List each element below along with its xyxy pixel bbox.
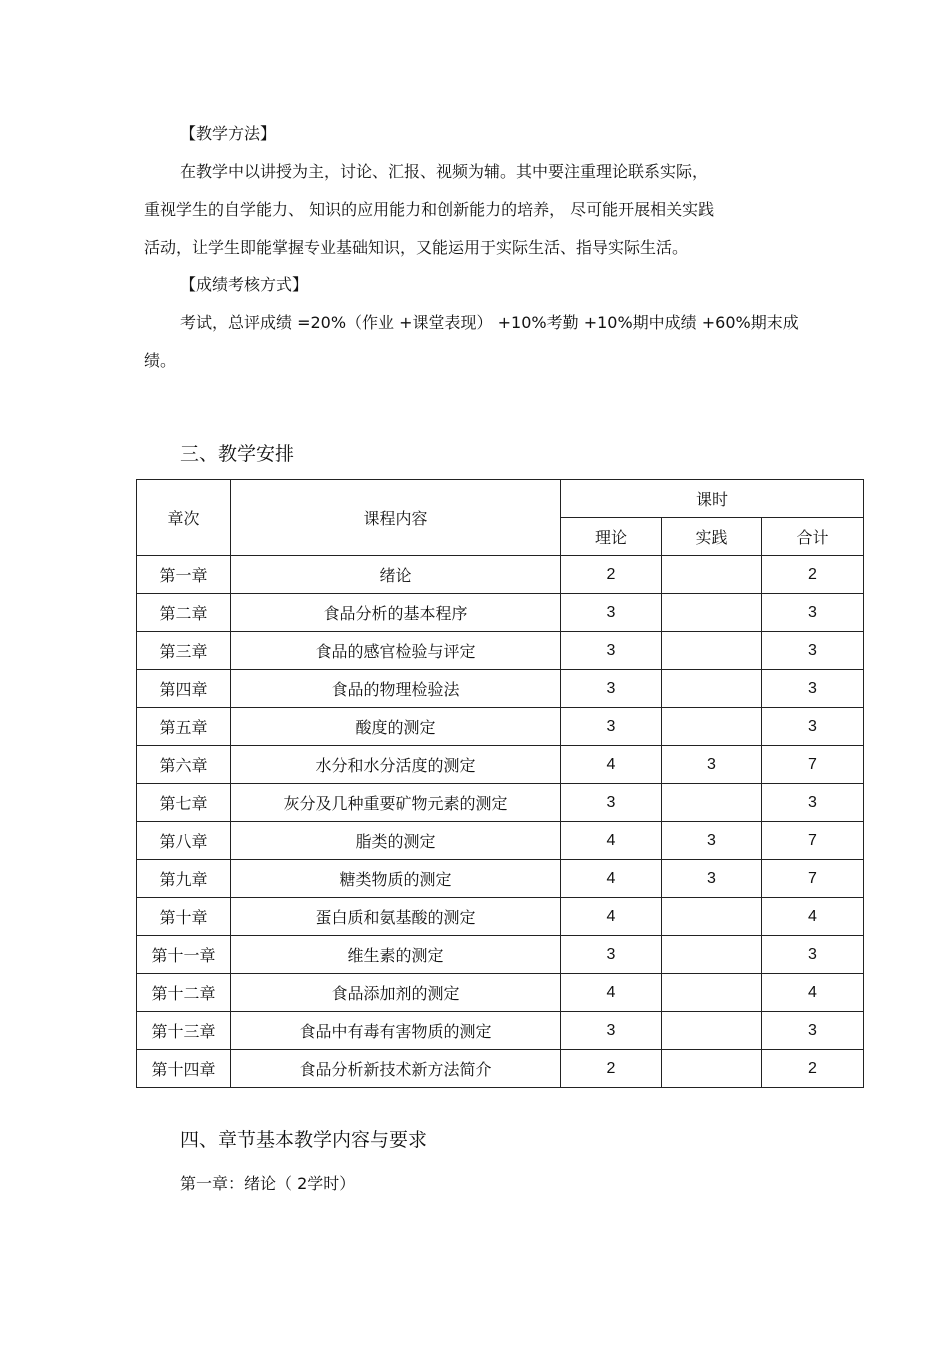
methods-paragraph-line-1: 在教学中以讲授为主，讨论、汇报、视频为辅。其中要注重理论联系实际， [180,162,709,181]
practice-hours-cell [662,1012,762,1050]
total-hours-cell: 3 [762,594,864,632]
chapter-1-subheading: 第一章：绪论（ 2学时） [180,1174,356,1193]
content-cell: 酸度的测定 [231,708,561,746]
theory-hours-cell: 2 [561,556,662,594]
practice-hours-cell [662,974,762,1012]
chapter-cell: 第七章 [137,784,231,822]
section-4-heading: 四、章节基本教学内容与要求 [180,1129,428,1151]
header-total: 合计 [762,518,864,556]
table-row [137,784,864,822]
theory-hours-cell: 3 [561,594,662,632]
table-row [137,936,864,974]
practice-hours-cell [662,670,762,708]
chapter-cell: 第八章 [137,822,231,860]
practice-hours-cell [662,1050,762,1088]
assessment-paragraph-line-2: 绩。 [144,351,177,370]
table-row [137,974,864,1012]
content-cell: 食品的感官检验与评定 [231,632,561,670]
section-3-heading: 三、教学安排 [180,443,295,465]
chapter-cell: 第十二章 [137,974,231,1012]
practice-hours-cell: 3 [662,822,762,860]
table-row [137,1050,864,1088]
content-cell: 脂类的测定 [231,822,561,860]
total-hours-cell: 7 [762,822,864,860]
theory-hours-cell: 3 [561,936,662,974]
content-cell: 水分和水分活度的测定 [231,746,561,784]
header-practice: 实践 [662,518,762,556]
theory-hours-cell: 3 [561,670,662,708]
header-content: 课程内容 [231,480,561,556]
total-hours-cell: 4 [762,974,864,1012]
content-cell: 食品分析的基本程序 [231,594,561,632]
table-row [137,708,864,746]
total-hours-cell: 2 [762,1050,864,1088]
total-hours-cell: 7 [762,860,864,898]
theory-hours-cell: 4 [561,822,662,860]
theory-hours-cell: 4 [561,860,662,898]
header-hours: 课时 [561,480,864,518]
chapter-cell: 第四章 [137,670,231,708]
theory-hours-cell: 2 [561,1050,662,1088]
chapter-cell: 第十章 [137,898,231,936]
content-cell: 蛋白质和氨基酸的测定 [231,898,561,936]
header-chapter: 章次 [137,480,231,556]
assessment-paragraph-line-1: 考试，总评成绩 =20%（作业 +课堂表现） +10%考勤 +10%期中成绩 +60%期末成 [180,313,799,332]
table-row [137,556,864,594]
practice-hours-cell [662,708,762,746]
table-row [137,632,864,670]
chapter-cell: 第三章 [137,632,231,670]
theory-hours-cell: 4 [561,746,662,784]
methods-title: 【教学方法】 [180,124,277,143]
content-cell: 糖类物质的测定 [231,860,561,898]
total-hours-cell: 3 [762,936,864,974]
table-row [137,746,864,784]
table-row [137,670,864,708]
practice-hours-cell [662,594,762,632]
chapter-cell: 第五章 [137,708,231,746]
chapter-cell: 第六章 [137,746,231,784]
theory-hours-cell: 3 [561,1012,662,1050]
practice-hours-cell: 3 [662,860,762,898]
total-hours-cell: 3 [762,1012,864,1050]
practice-hours-cell [662,556,762,594]
practice-hours-cell [662,784,762,822]
theory-hours-cell: 3 [561,708,662,746]
total-hours-cell: 3 [762,708,864,746]
total-hours-cell: 4 [762,898,864,936]
chapter-cell: 第二章 [137,594,231,632]
practice-hours-cell [662,936,762,974]
table-body [137,556,864,1088]
content-cell: 食品中有毒有害物质的测定 [231,1012,561,1050]
header-theory: 理论 [561,518,662,556]
total-hours-cell: 7 [762,746,864,784]
practice-hours-cell: 3 [662,746,762,784]
content-cell: 食品的物理检验法 [231,670,561,708]
teaching-schedule-table [136,479,864,1088]
assessment-title: 【成绩考核方式】 [180,275,309,294]
theory-hours-cell: 3 [561,632,662,670]
content-cell: 绪论 [231,556,561,594]
methods-paragraph-line-3: 活动，让学生即能掌握专业基础知识，又能运用于实际生活、指导实际生活。 [144,238,689,257]
practice-hours-cell [662,632,762,670]
table-row [137,594,864,632]
content-cell: 食品分析新技术新方法简介 [231,1050,561,1088]
total-hours-cell: 2 [762,556,864,594]
table-row [137,860,864,898]
chapter-cell: 第十一章 [137,936,231,974]
table-row [137,1012,864,1050]
content-cell: 食品添加剂的测定 [231,974,561,1012]
theory-hours-cell: 3 [561,784,662,822]
table-row [137,822,864,860]
chapter-cell: 第一章 [137,556,231,594]
total-hours-cell: 3 [762,784,864,822]
total-hours-cell: 3 [762,670,864,708]
practice-hours-cell [662,898,762,936]
chapter-cell: 第九章 [137,860,231,898]
chapter-cell: 第十四章 [137,1050,231,1088]
methods-paragraph-line-2: 重视学生的自学能力、 知识的应用能力和创新能力的培养， 尽可能开展相关实践 [144,200,715,219]
chapter-cell: 第十三章 [137,1012,231,1050]
content-cell: 灰分及几种重要矿物元素的测定 [231,784,561,822]
total-hours-cell: 3 [762,632,864,670]
content-cell: 维生素的测定 [231,936,561,974]
theory-hours-cell: 4 [561,974,662,1012]
table-row [137,898,864,936]
theory-hours-cell: 4 [561,898,662,936]
